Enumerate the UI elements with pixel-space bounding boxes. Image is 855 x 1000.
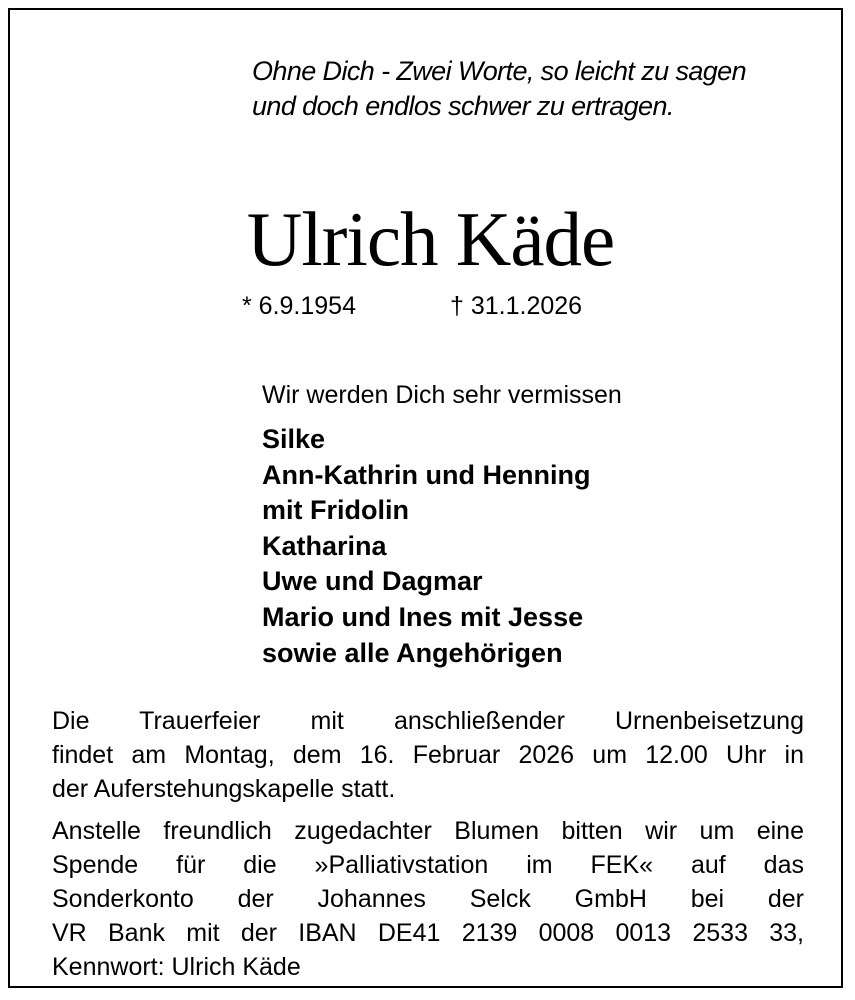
funeral-line: Die Trauerfeier mit anschließender Urnenbeisetzung <box>52 707 804 735</box>
donation-line: Spende für die »Palliativstation im FEK« auf das <box>52 851 804 879</box>
donation-line: Anstelle freundlich zugedachter Blumen bitten wir um eine <box>52 817 804 845</box>
donation-line: VR Bank mit der IBAN DE41 2139 0008 0013 2533 33, <box>52 919 804 947</box>
funeral-line: findet am Montag, dem 16. Februar 2026 um 12.00 Uhr in <box>52 741 804 769</box>
funeral-line: der Auferstehungskapelle statt. <box>52 775 396 803</box>
mourner: sowie alle Angehörigen <box>262 637 563 668</box>
death-date: † 31.1.2026 <box>450 292 583 320</box>
mourner: Mario und Ines mit Jesse <box>262 601 584 632</box>
memorial-quote <box>252 54 746 124</box>
mourner: Silke <box>262 424 326 454</box>
mourners-list <box>262 422 590 671</box>
life-dates <box>0 288 855 324</box>
donation-line: Sonderkonto der Johannes Selck GmbH bei der <box>52 885 804 913</box>
quote-line: Ohne Dich - Zwei Worte, so leicht zu sagen <box>252 56 747 86</box>
mourner: Katharina <box>262 530 387 561</box>
farewell-message: Wir werden Dich sehr vermissen <box>262 381 622 409</box>
donation-info <box>52 814 804 984</box>
mourner: Ann-Kathrin und Henning <box>262 459 591 490</box>
mourner: mit Fridolin <box>262 495 409 526</box>
donation-line: Kennwort: Ulrich Käde <box>52 953 301 981</box>
deceased-name: Ulrich Käde <box>246 196 615 282</box>
mourner: Uwe und Dagmar <box>262 566 483 597</box>
funeral-info <box>52 704 804 806</box>
birth-date: * 6.9.1954 <box>242 292 356 320</box>
quote-line: und doch endlos schwer zu ertragen. <box>252 91 674 121</box>
